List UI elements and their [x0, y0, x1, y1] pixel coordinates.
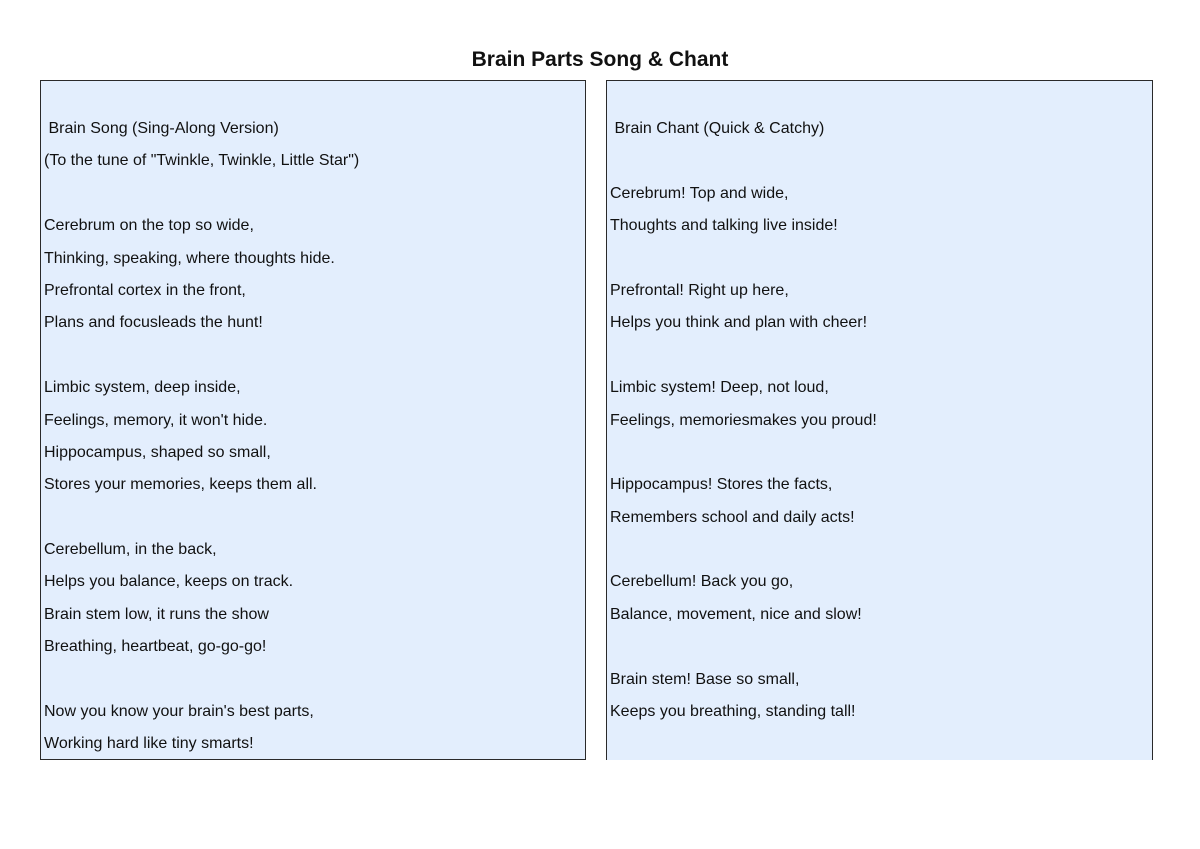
- song-line: Limbic system, deep inside,: [44, 379, 241, 397]
- chant-line: [610, 145, 877, 177]
- chant-heading: Brain Chant (Quick & Catchy): [610, 120, 825, 137]
- chant-line: Cerebrum! Top and wide,: [610, 184, 789, 202]
- chant-line: [610, 243, 877, 275]
- chant-line: Hippocampus! Stores the facts,: [610, 476, 833, 494]
- song-line: Stores your memories, keeps them all.: [44, 476, 317, 494]
- song-line: Thinking, speaking, where thoughts hide.: [44, 249, 335, 267]
- song-line: Prefrontal cortex in the front,: [44, 281, 246, 299]
- chant-line: Keeps you breathing, standing tall!: [610, 703, 856, 721]
- song-line: Feelings, memory, it won't hide.: [44, 411, 268, 429]
- chant-line: Prefrontal! Right up here,: [610, 281, 789, 299]
- page-title: Brain Parts Song & Chant: [471, 48, 729, 71]
- song-line: [44, 502, 359, 534]
- song-line: Now you know your brain's best parts,: [44, 703, 314, 721]
- chant-line: Helps you think and plan with cheer!: [610, 314, 868, 332]
- song-line: Working hard like tiny smarts!: [44, 735, 254, 753]
- chant-lines: [610, 113, 877, 728]
- chant-line: Feelings, memoriesmakes you proud!: [610, 411, 877, 429]
- song-heading: Brain Song (Sing-Along Version): [44, 120, 279, 137]
- song-line: (To the tune of "Twinkle, Twinkle, Little Star"): [44, 152, 360, 170]
- song-line: [44, 664, 359, 696]
- chant-line: Brain stem! Base so small,: [610, 670, 800, 688]
- song-line: [44, 178, 359, 210]
- chant-line: Limbic system! Deep, not loud,: [610, 379, 829, 397]
- chant-panel: [606, 80, 1153, 760]
- song-line: Helps you balance, keeps on track.: [44, 573, 294, 591]
- song-line: Breathing, heartbeat, go-go-go!: [44, 638, 267, 656]
- song-line: Cerebrum on the top so wide,: [44, 217, 254, 235]
- chant-line: Balance, movement, nice and slow!: [610, 605, 862, 623]
- song-line: Brain stem low, it runs the show: [44, 605, 269, 623]
- song-panel: [40, 80, 586, 760]
- chant-line: Thoughts and talking live inside!: [610, 217, 838, 235]
- chant-line: [610, 437, 877, 469]
- chant-line: [610, 340, 877, 372]
- chant-line: [610, 631, 877, 663]
- song-line: [44, 340, 359, 372]
- chant-line: [610, 534, 877, 566]
- song-line: Plans and focusleads the hunt!: [44, 314, 263, 332]
- song-line: Cerebellum, in the back,: [44, 541, 217, 559]
- song-lines: [44, 113, 359, 761]
- chant-line: Cerebellum! Back you go,: [610, 573, 794, 591]
- chant-line: Remembers school and daily acts!: [610, 508, 855, 526]
- song-line: Hippocampus, shaped so small,: [44, 443, 271, 461]
